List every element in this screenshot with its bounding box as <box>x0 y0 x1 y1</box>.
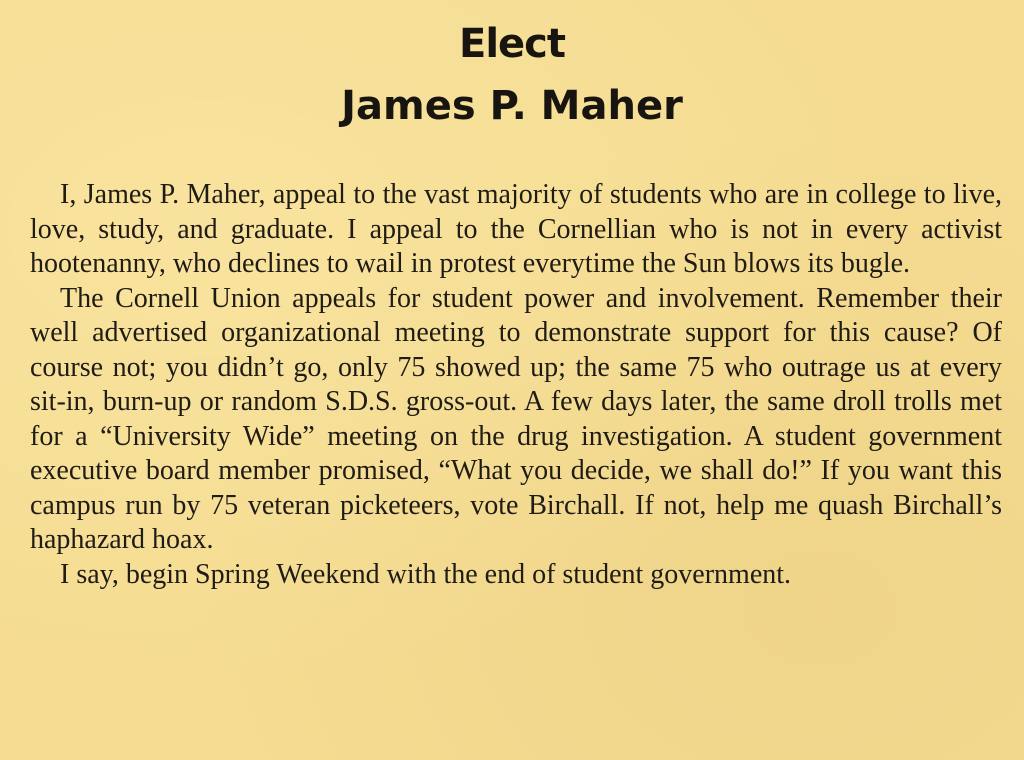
heading-elect: Elect <box>459 21 565 67</box>
heading-candidate-name: James P. Maher <box>341 83 683 129</box>
body-paragraph-closing: I say, begin Spring Weekend with the end of student government. <box>60 558 792 590</box>
body-paragraph-appeal: I, James P. Maher, appeal to the vast majority of students who are in college to live, love, study, and graduate. I appeal to the Cornellian who is not in every activist hootenanny, who declines to wail in protest everytime the Sun blows its bugle. <box>30 179 1002 279</box>
flyer-body <box>30 178 1002 592</box>
body-paragraph-cornell-union: The Cornell Union appeals for student power and involvement. Remember their well advertised organizational meeting to demonstrate support for this cause? Of course not; you didn’t go, only 75 showed up; the same 75 who outrage us at every sit-in, burn-up or random S.D.S. gross-out. A few days later, the same droll trolls met for a “University Wide” meeting on the drug investigation. A student government executive board member promised, “What you decide, we shall do!” If you want this campus run by 75 veteran picketeers, vote Birchall. If not, help me quash Birchall’s haphazard hoax. <box>30 282 1002 555</box>
